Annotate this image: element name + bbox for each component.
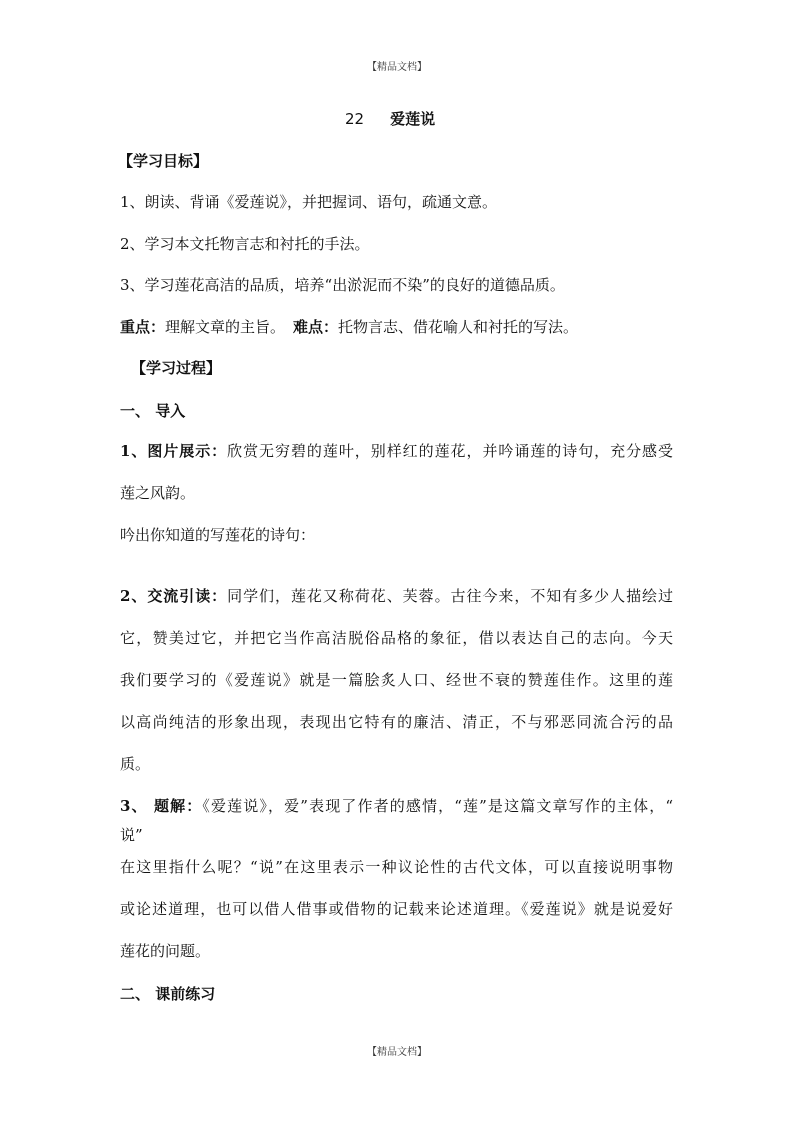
item3-line-2: 说” [120, 826, 143, 844]
process-heading: 【学习过程】 [131, 359, 222, 377]
goal-item-1: 1、朗读、背诵《爱莲说》，并把握词、语句，疏通文意。 [120, 193, 498, 211]
item3-line-3: 在这里指什么呢？“说”在这里表示一种议论性的古代文体，可以直接说明事物 [120, 858, 673, 876]
item2-line-1 [120, 585, 673, 606]
item1-line-1 [120, 440, 673, 461]
key-label: 重点： [120, 318, 166, 336]
item2-line-4: 以高尚纯洁的形象出现，表现出它特有的廉洁、清正，不与邪恶同流合污的品 [120, 713, 673, 731]
item3-line-4: 或论述道理，也可以借人借事或借物的记载来论述道理。《爱莲说》就是说爱好 [120, 900, 673, 918]
item1-label: 1、图片展示： [120, 442, 228, 460]
section-intro-heading: 一、 导入 [120, 402, 186, 420]
item2-label: 2、交流引读： [120, 587, 228, 605]
key-text: 理解文章的主旨。 [165, 318, 286, 336]
item3-line-5: 莲花的问题。 [120, 942, 211, 960]
goal-item-2: 2、学习本文托物言志和衬托的手法。 [120, 235, 370, 253]
item2-text: 同学们，莲花又称荷花、芙蓉。古往今来，不知有多少人描绘过 [227, 587, 673, 605]
goals-heading: 【学习目标】 [118, 152, 209, 170]
key-difficulty-line [120, 316, 578, 337]
item2-line-5: 质。 [120, 755, 151, 773]
item3-label: 3、 题解： [120, 797, 203, 815]
item3-text: 《爱莲说》，爱”表现了作者的感情，“莲”是这篇文章写作的主体，“ [202, 797, 673, 815]
page-footer: 【精品文档】 [367, 1047, 427, 1058]
document-title [345, 108, 435, 129]
item1-line-2: 莲之风韵。 [120, 484, 196, 502]
section-practice-heading: 二、 课前练习 [120, 985, 216, 1003]
lesson-number: 22 [345, 110, 365, 128]
lesson-title: 爱莲说 [390, 110, 436, 128]
difficulty-label: 难点： [293, 318, 339, 336]
goal-item-3: 3、学习莲花高洁的品质，培养“出淤泥而不染”的良好的道德品质。 [120, 276, 565, 294]
item1-prompt: 吟出你知道的写莲花的诗句： [120, 526, 316, 544]
page-header: 【精品文档】 [367, 62, 427, 73]
item2-line-2: 它，赞美过它，并把它当作高洁脱俗品格的象征，借以表达自己的志向。今天 [120, 629, 673, 647]
difficulty-text: 托物言志、借花喻人和衬托的写法。 [338, 318, 579, 336]
item2-line-3: 我们要学习的《爱莲说》就是一篇脍炙人口、经世不衰的赞莲佳作。这里的莲 [120, 671, 673, 689]
item1-text: 欣赏无穷碧的莲叶，别样红的莲花，并吟诵莲的诗句，充分感受 [227, 442, 673, 460]
item3-line-1 [120, 795, 673, 816]
